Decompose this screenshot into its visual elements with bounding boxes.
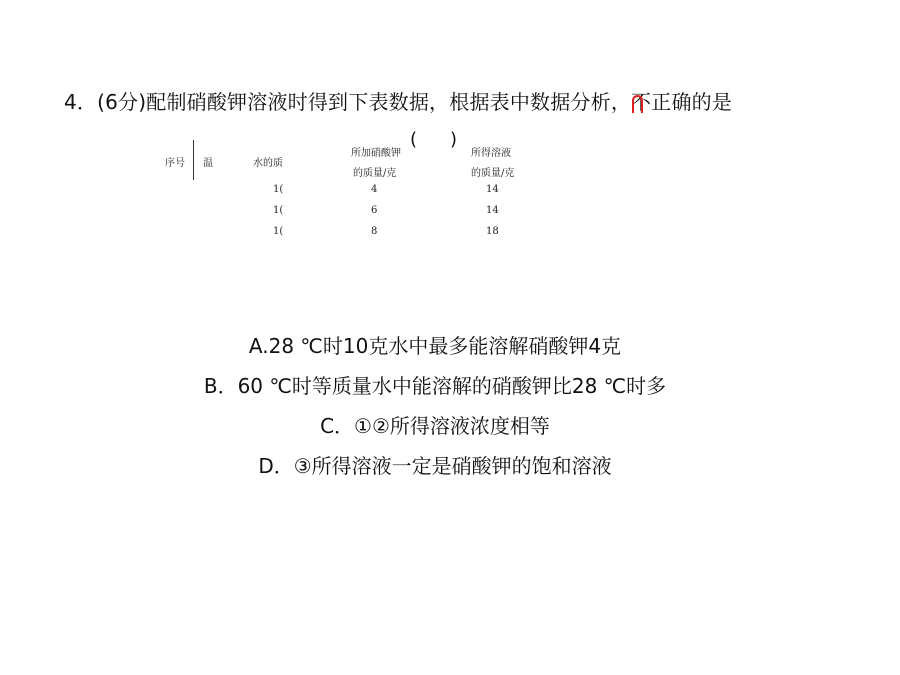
row-2-solution: 14 [486, 205, 499, 216]
row-2-added: 6 [371, 205, 378, 216]
row-3-added: 8 [371, 226, 378, 237]
data-table [155, 138, 535, 248]
row-1-water: 1( [273, 184, 284, 195]
question-stem: 4．(6分)配制硝酸钾溶液时得到下表数据，根据表中数据分析，不正确的是 [64, 90, 733, 114]
row-3-water: 1( [273, 226, 284, 237]
header-added-line1: 所加硝酸钾 [351, 148, 401, 159]
header-temp: 温 [203, 158, 213, 169]
row-2-water: 1( [273, 205, 284, 216]
answer-bracket-right: ) [450, 129, 458, 150]
row-3-solution: 18 [486, 226, 499, 237]
option-a[interactable]: A.28 ℃时10克水中最多能溶解硝酸钾4克 [248, 334, 622, 358]
option-b[interactable]: B．60 ℃时等质量水中能溶解的硝酸钾比28 ℃时多 [203, 374, 667, 398]
header-added-line2: 的质量/克 [353, 168, 397, 179]
table-divider [193, 140, 194, 180]
header-solution-line2: 的质量/克 [471, 168, 515, 179]
answer-bracket-left: ( [410, 129, 418, 150]
text-cursor-mark [632, 95, 643, 113]
row-1-solution: 14 [486, 184, 499, 195]
option-c[interactable]: C．①②所得溶液浓度相等 [320, 414, 550, 438]
header-water: 水的质 [253, 158, 283, 169]
option-d[interactable]: D．③所得溶液一定是硝酸钾的饱和溶液 [258, 454, 612, 478]
header-solution-line1: 所得溶液 [471, 148, 511, 159]
header-index: 序号 [165, 158, 185, 169]
row-1-added: 4 [371, 184, 378, 195]
